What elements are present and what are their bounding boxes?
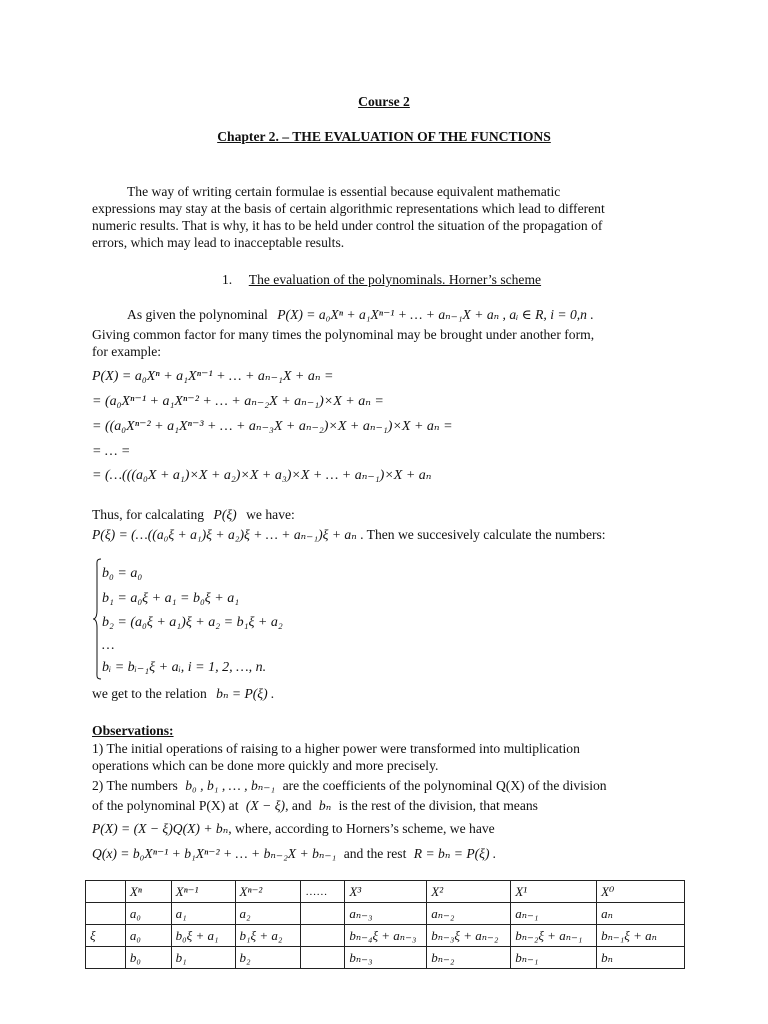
- observation-2-equation-1: P(X) = (X − ξ)Q(X) + bₙ: [92, 821, 229, 836]
- table-cell: Xⁿ⁻¹: [171, 881, 235, 903]
- observation-2-equation-2: Q(x) = b₀Xⁿ⁻¹ + b₁Xⁿ⁻² + … + bₙ₋₂X + bₙ₋₁: [92, 846, 337, 861]
- intro-line-3: numeric results. That is why, it has to be held under control the situation of the propagation of: [92, 218, 603, 233]
- system-line-3: b₂ = (a₀ξ + a₁)ξ + a₂ = b₁ξ + a₂: [102, 615, 283, 630]
- p-xi-line: [92, 526, 606, 543]
- relation-line: [92, 685, 274, 702]
- table-cell: X²: [427, 881, 511, 903]
- system-line-1: b₀ = a₀: [102, 566, 143, 581]
- observation-2-line-3: [92, 820, 495, 837]
- table-cell: X¹: [511, 881, 597, 903]
- course-heading: Course 2: [358, 94, 410, 109]
- section-1-title: The evaluation of the polynominals. Horner’s scheme: [248, 272, 542, 287]
- section-1-heading: [222, 271, 541, 288]
- table-cell: Xⁿ⁻²: [235, 881, 301, 903]
- common-factor-line-1: Giving common factor for many times the polynominal may be brought under another form,: [92, 327, 595, 342]
- observation-2-text-c: of the polynominal P(X) at: [92, 798, 239, 813]
- table-cell: [86, 903, 126, 925]
- given-formula: P(X) = a₀Xⁿ + a₁Xⁿ⁻¹ + … + aₙ₋₁X + aₙ , aᵢ ∈ R, i = 0,n .: [277, 307, 594, 322]
- table-cell: b₂: [235, 947, 301, 969]
- table-cell: bₙ₋₃ξ + aₙ₋₂: [427, 925, 511, 947]
- given-polynomial-line: [127, 306, 594, 323]
- table-cell: ……: [301, 881, 345, 903]
- expansion-line-5: = (…(((a₀X + a₁)×X + a₂)×X + a₃)×X + … + aₙ₋₁)×X + aₙ: [92, 468, 432, 483]
- table-cell: bₙ: [597, 947, 685, 969]
- table-cell: a₀: [125, 925, 171, 947]
- given-text: As given the polynominal: [127, 307, 268, 322]
- observations-title: Observations:: [92, 723, 174, 738]
- table-cell: bₙ₋₁: [511, 947, 597, 969]
- table-cell: X⁰: [597, 881, 685, 903]
- system-line-2: b₁ = a₀ξ + a₁ = b₀ξ + a₁: [102, 591, 240, 606]
- observation-2-coefficients: b₀ , b₁ , … , bₙ₋₁: [185, 778, 276, 793]
- table-cell: aₙ₋₂: [427, 903, 511, 925]
- observation-2-divisor: (X − ξ): [245, 798, 286, 813]
- observation-2-line-2: [92, 797, 538, 814]
- table-cell: bₙ₋₄ξ + aₙ₋₃: [345, 925, 427, 947]
- observation-2-text-a: 2) The numbers: [92, 778, 178, 793]
- chapter-title: Chapter 2. – THE EVALUATION OF THE FUNCTIONS: [217, 129, 551, 144]
- left-brace-icon: [92, 558, 102, 680]
- observation-1-line-1: 1) The initial operations of raising to a higher power were transformed into multiplication: [92, 741, 580, 756]
- chapter-heading: [0, 129, 768, 145]
- intro-line-4: errors, which may lead to inacceptable results.: [92, 235, 345, 250]
- observation-2-text-d: , and: [285, 798, 312, 813]
- table-cell: [301, 925, 345, 947]
- table-cell: bₙ₋₃: [345, 947, 427, 969]
- table-cell: aₙ: [597, 903, 685, 925]
- table-cell: [86, 947, 126, 969]
- intro-line-1: The way of writing certain formulae is essential because equivalent mathematic: [127, 184, 561, 199]
- table-cell: a₀: [125, 903, 171, 925]
- table-cell: b₀ξ + a₁: [171, 925, 235, 947]
- observation-2-equation-3: R = bₙ = P(ξ) .: [413, 846, 497, 861]
- observation-2-text-g: and the rest: [343, 846, 407, 861]
- table-row: [86, 925, 685, 947]
- table-cell: aₙ₋₃: [345, 903, 427, 925]
- table-cell: Xⁿ: [125, 881, 171, 903]
- system-line-4: …: [102, 638, 115, 653]
- table-row: [86, 903, 685, 925]
- expansion-line-3: = ((a₀Xⁿ⁻² + a₁Xⁿ⁻³ + … + aₙ₋₃X + aₙ₋₂)×X + aₙ₋₁)×X + aₙ =: [92, 419, 453, 434]
- expansion-line-4: = … =: [92, 444, 131, 459]
- table-cell: a₂: [235, 903, 301, 925]
- observation-2-line-4: [92, 845, 496, 862]
- observation-2-text-f: , where, according to Horners’s scheme, we have: [228, 821, 495, 836]
- observation-2-text-b: are the coefficients of the polynominal Q(X) of the division: [282, 778, 607, 793]
- common-factor-line-2: for example:: [92, 344, 162, 359]
- table-cell: b₁ξ + a₂: [235, 925, 301, 947]
- observation-2-line-1: [92, 777, 607, 794]
- relation-text: we get to the relation: [92, 686, 207, 701]
- expansion-line-2: = (a₀Xⁿ⁻¹ + a₁Xⁿ⁻² + … + aₙ₋₂X + aₙ₋₁)×X + aₙ =: [92, 394, 384, 409]
- system-line-5: bᵢ = bᵢ₋₁ξ + aᵢ, i = 1, 2, …, n.: [102, 660, 267, 675]
- table-cell: [301, 903, 345, 925]
- p-xi-formula: P(ξ) = (…((a₀ξ + a₁)ξ + a₂)ξ + … + aₙ₋₁)ξ + aₙ: [92, 527, 357, 542]
- intro-line-2: expressions may stay at the basis of certain algorithmic representations which lead to different: [92, 201, 605, 216]
- table-cell: b₁: [171, 947, 235, 969]
- thus-text-a: Thus, for calcalating: [92, 507, 205, 522]
- table-cell: X³: [345, 881, 427, 903]
- table-cell: bₙ₋₂: [427, 947, 511, 969]
- table-cell: ξ: [86, 925, 126, 947]
- p-xi-text: . Then we succesively calculate the numbers:: [360, 527, 606, 542]
- table-cell: a₁: [171, 903, 235, 925]
- thus-formula: P(ξ): [213, 507, 237, 522]
- table-cell: bₙ₋₁ξ + aₙ: [597, 925, 685, 947]
- table-row: [86, 947, 685, 969]
- thus-line: [92, 506, 295, 523]
- section-1-number: 1.: [222, 272, 233, 287]
- horner-table: [85, 880, 685, 969]
- thus-text-b: we have:: [246, 507, 295, 522]
- table-cell: [86, 881, 126, 903]
- table-header-row: [86, 881, 685, 903]
- observation-2-text-e: is the rest of the division, that means: [338, 798, 538, 813]
- observation-1-line-2: operations which can be done more quickly and more precisely.: [92, 758, 439, 773]
- table-cell: aₙ₋₁: [511, 903, 597, 925]
- table-cell: bₙ₋₂ξ + aₙ₋₁: [511, 925, 597, 947]
- table-cell: b₀: [125, 947, 171, 969]
- recurrence-system: [92, 558, 312, 680]
- table-cell: [301, 947, 345, 969]
- relation-formula: bₙ = P(ξ) .: [216, 686, 275, 701]
- observation-2-bn: bₙ: [318, 798, 332, 813]
- expansion-line-1: P(X) = a₀Xⁿ + a₁Xⁿ⁻¹ + … + aₙ₋₁X + aₙ =: [92, 369, 334, 384]
